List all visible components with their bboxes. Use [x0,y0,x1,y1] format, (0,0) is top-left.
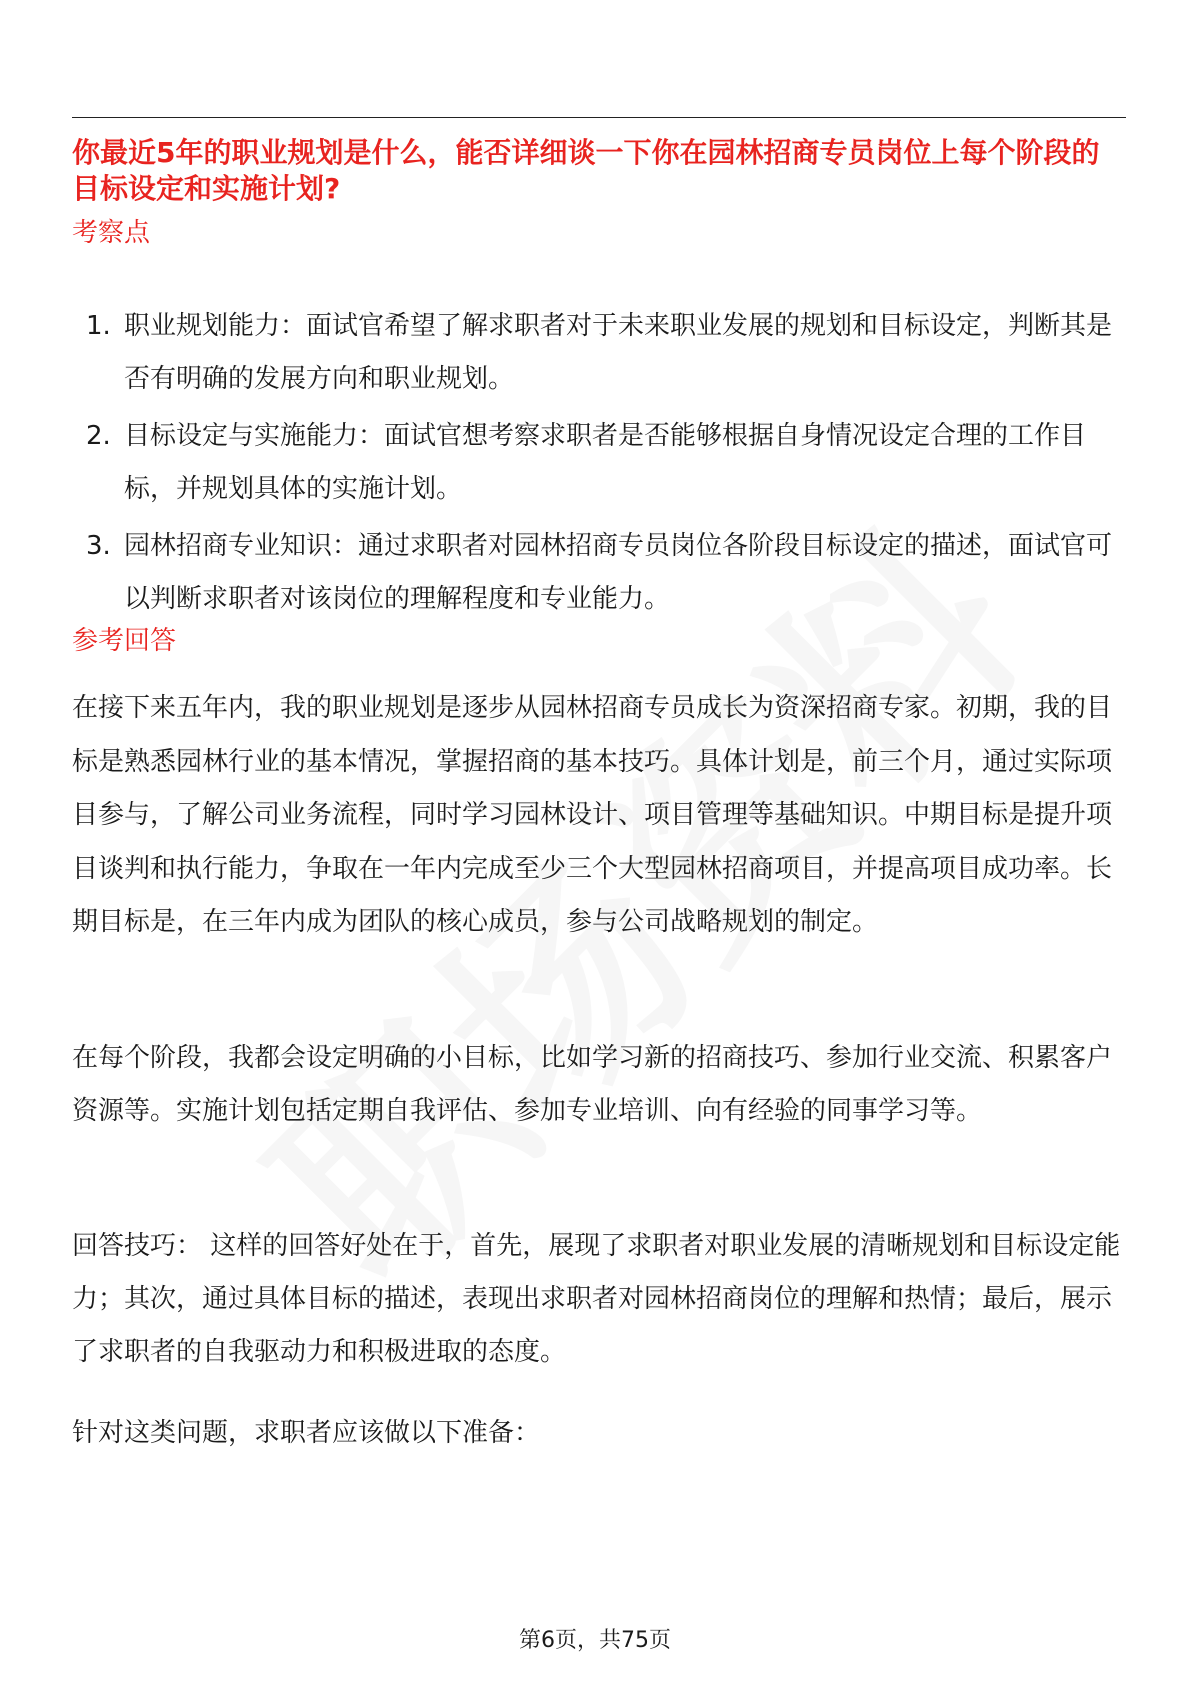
header-rule [72,117,1126,118]
list-text: 目标设定与实施能力：面试官想考察求职者是否能够根据自身情况设定合理的工作目标，并规划具体的实施计划。 [124,421,1087,504]
list-item [72,300,1126,406]
list-item [72,410,1126,516]
section-heading-answer: 参考回答 [72,626,177,656]
answer-paragraph-1: 在接下来五年内，我的职业规划是逐步从园林招商专员成长为资深招商专家。初期，我的目标是熟悉园林行业的基本情况，掌握招商的基本技巧。具体计划是，前三个月，通过实际项目参与，了解公司业务流程，同时学习园林设计、项目管理等基础知识。中期目标是提升项目谈判和执行能力，争取在一年内完成至少三个大型园林招商项目，并提高项目成功率。长期目标是，在三年内成为团队的核心成员，参与公司战略规划的制定。 [72,693,1113,937]
list-number: 3. [86,531,111,561]
question-title: 你最近5年的职业规划是什么，能否详细谈一下你在园林招商专员岗位上每个阶段的目标设定和实施计划? [72,136,1100,205]
list-text: 园林招商专业知识：通过求职者对园林招商专员岗位各阶段目标设定的描述，面试官可以判断求职者对该岗位的理解程度和专业能力。 [124,531,1113,614]
list-text: 职业规划能力：面试官希望了解求职者对于未来职业发展的规划和目标设定，判断其是否有明确的发展方向和职业规划。 [124,311,1113,394]
list-item [72,520,1126,626]
section-heading-points: 考察点 [72,218,151,248]
prep-paragraph: 针对这类问题，求职者应该做以下准备： [72,1418,541,1448]
answer-paragraph-2: 在每个阶段，我都会设定明确的小目标，比如学习新的招商技巧、参加行业交流、积累客户资源等。实施计划包括定期自我评估、参加专业培训、向有经验的同事学习等。 [72,1043,1113,1126]
list-number: 1. [86,311,111,341]
list-number: 2. [86,421,111,451]
page-footer: 第6页，共75页 [519,1628,671,1653]
points-list [72,300,1126,626]
tips-paragraph: 回答技巧： 这样的回答好处在于，首先，展现了求职者对职业发展的清晰规划和目标设定能力；其次，通过具体目标的描述，表现出求职者对园林招商岗位的理解和热情；最后，展示了求职者的自我驱动力和积极进取的态度。 [72,1231,1121,1367]
